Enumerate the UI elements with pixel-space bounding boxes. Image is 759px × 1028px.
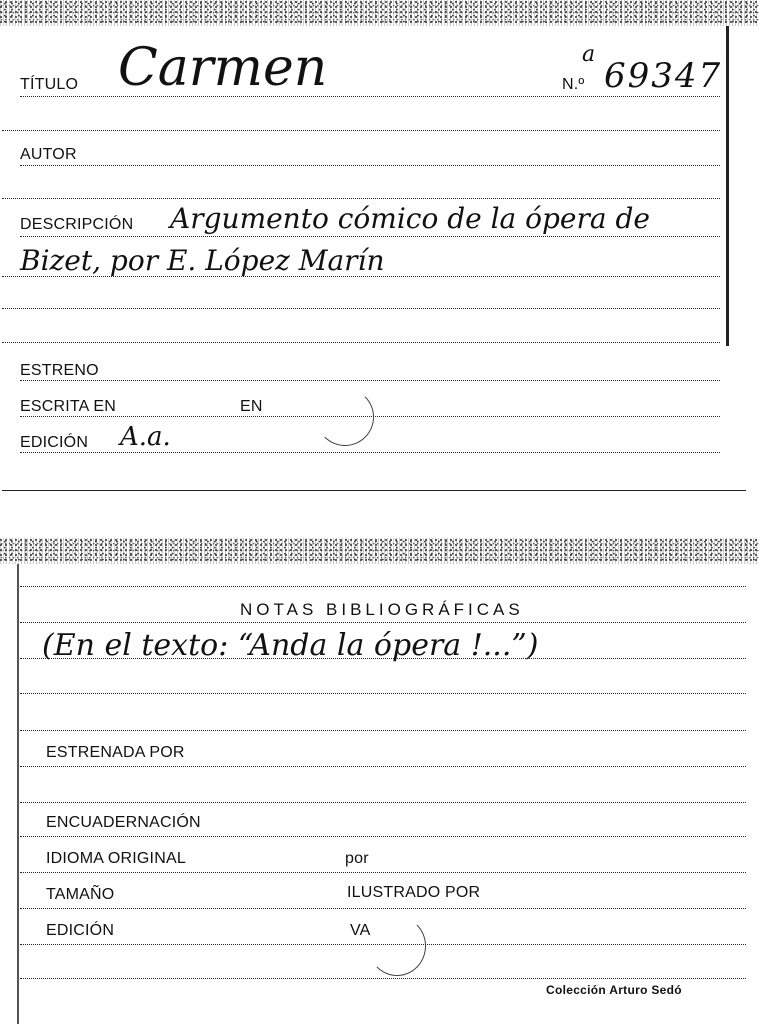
numero-label: N.º bbox=[562, 76, 585, 93]
rule-line bbox=[20, 978, 746, 979]
autor-label: AUTOR bbox=[20, 146, 77, 163]
rule-line bbox=[20, 908, 746, 909]
rule-line bbox=[20, 693, 746, 694]
collection-footer: Colección Arturo Sedó bbox=[546, 983, 682, 997]
rule-line bbox=[20, 872, 746, 873]
escrita-label: ESCRITA EN bbox=[20, 398, 116, 415]
edicion-line bbox=[20, 452, 720, 453]
en-label: EN bbox=[240, 398, 263, 415]
rule-line bbox=[20, 730, 746, 731]
descripcion-line1: Argumento cómico de la ópera de bbox=[170, 202, 650, 235]
notas-value: (En el texto: “Anda la ópera !...”) bbox=[42, 628, 539, 663]
card-left-border bbox=[17, 564, 19, 1024]
idioma-label: IDIOMA ORIGINAL bbox=[46, 850, 186, 867]
rule-line bbox=[2, 308, 720, 309]
estreno-line bbox=[20, 380, 720, 381]
rule-line bbox=[20, 622, 746, 623]
tamano-label: TAMAÑO bbox=[46, 886, 115, 903]
por-label: por bbox=[345, 850, 369, 867]
descripcion-line bbox=[20, 236, 720, 237]
edicion-label: EDICIÓN bbox=[20, 434, 89, 451]
card-right-border bbox=[726, 26, 729, 346]
rule-line bbox=[20, 766, 746, 767]
torn-edge-top bbox=[0, 538, 759, 564]
titulo-line bbox=[20, 96, 720, 97]
descripcion-label: DESCRIPCIÓN bbox=[20, 216, 134, 233]
numero-value: 69347 bbox=[604, 56, 723, 96]
edicion-value: A.a. bbox=[120, 422, 171, 452]
titulo-label: TÍTULO bbox=[20, 76, 79, 93]
descripcion-line2: Bizet, por E. López Marín bbox=[20, 244, 385, 277]
rule-line bbox=[2, 342, 720, 343]
estrenada-label: ESTRENADA POR bbox=[46, 744, 185, 761]
rule-line bbox=[2, 130, 720, 131]
stamp-mark bbox=[368, 916, 426, 976]
rule-line bbox=[20, 944, 746, 945]
titulo-value: Carmen bbox=[118, 38, 328, 98]
catalog-card-back bbox=[0, 538, 759, 1028]
stamp-mark bbox=[316, 388, 374, 446]
valor-label: VA bbox=[350, 922, 371, 939]
numero-superscript: a bbox=[582, 42, 596, 67]
catalog-card-front bbox=[0, 0, 759, 492]
rule-line bbox=[20, 658, 746, 659]
rule-line bbox=[20, 836, 746, 837]
autor-line bbox=[20, 165, 720, 166]
ilustrado-label: ILUSTRADO POR bbox=[347, 884, 481, 901]
rule-line bbox=[20, 586, 746, 587]
rule-line bbox=[2, 198, 720, 199]
card-bottom-edge bbox=[2, 490, 746, 491]
encuadernacion-label: ENCUADERNACIÓN bbox=[46, 814, 201, 831]
estreno-label: ESTRENO bbox=[20, 362, 99, 379]
notas-heading: NOTAS BIBLIOGRÁFICAS bbox=[240, 600, 524, 619]
edicion-label-2: EDICIÓN bbox=[46, 922, 115, 939]
torn-edge-top bbox=[0, 0, 759, 26]
rule-line bbox=[2, 276, 720, 277]
rule-line bbox=[20, 802, 746, 803]
